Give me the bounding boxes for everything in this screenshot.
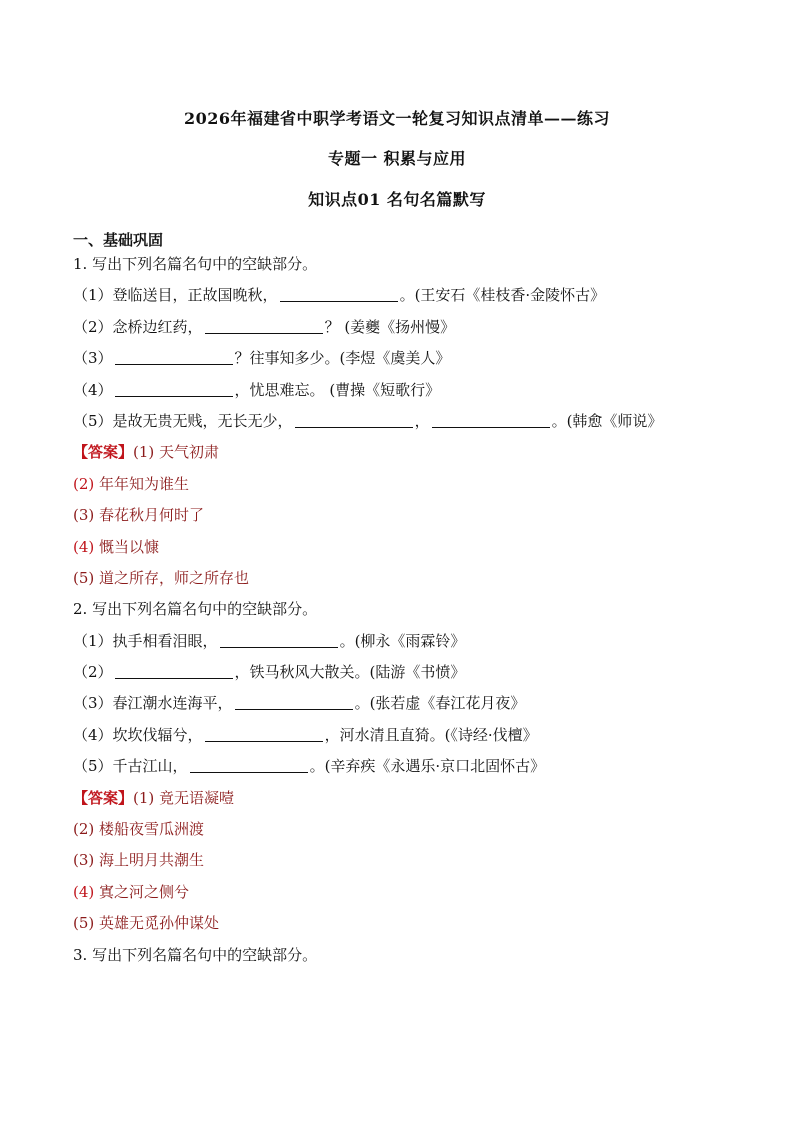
answer-number: (4) — [73, 537, 95, 556]
item-text-after: ，铁马秋风大散关。(陆游《书愤》 — [234, 663, 466, 682]
q1-answer-4 — [73, 537, 723, 568]
q2-item-3 — [73, 693, 723, 724]
q2-answer-3 — [73, 850, 723, 881]
content-body — [73, 230, 723, 976]
item-number: （4） — [73, 725, 113, 744]
q1-answer-5 — [73, 568, 723, 599]
item-number: （3） — [73, 349, 113, 368]
answer-text: 春花秋月何时了 — [99, 506, 205, 525]
q1-answer-2 — [73, 474, 723, 505]
q1-item-5 — [73, 411, 723, 442]
answer-number: (5) — [73, 914, 95, 933]
section-heading: 一、基础巩固 — [73, 231, 164, 249]
item-number: （2） — [73, 663, 113, 682]
item-number: （2） — [73, 317, 113, 336]
question-3-title: 3. 写出下列名篇名句中的空缺部分。 — [73, 945, 318, 964]
item-text-before: 千古江山， — [112, 757, 188, 776]
q2-item-2 — [73, 662, 723, 693]
answer-tag: 【答案】 — [73, 788, 134, 807]
q1-item-2 — [73, 317, 723, 348]
q2-answer-1 — [73, 788, 723, 819]
q1-item-4 — [73, 380, 723, 411]
q1-item-3 — [73, 348, 723, 379]
item-text-after: ，河水清且直猗。(《诗经·伐檀》 — [324, 725, 538, 744]
answer-number: (2) — [73, 820, 95, 839]
fill-blank[interactable] — [190, 757, 308, 773]
answer-text: 天气初肃 — [159, 443, 220, 462]
answer-number: (3) — [73, 851, 95, 870]
answer-number: (1) — [133, 788, 155, 807]
q1-answer-3 — [73, 505, 723, 536]
fill-blank[interactable] — [115, 663, 233, 679]
fill-blank[interactable] — [235, 694, 353, 710]
item-number: （1） — [73, 286, 113, 305]
q2-answer-4 — [73, 882, 723, 913]
item-text-before: 执手相看泪眼， — [112, 631, 218, 650]
item-text-before: 是故无贵无贱，无长无少， — [112, 411, 293, 430]
answer-text: 慨当以慷 — [99, 537, 160, 556]
item-number: （1） — [73, 631, 113, 650]
answer-number: (5) — [73, 568, 95, 587]
q1-answer-1 — [73, 442, 723, 473]
item-text-after: 。(张若虚《春江花月夜》 — [354, 694, 526, 713]
topic-subtitle: 专题一 积累与应用 — [327, 149, 467, 168]
q2-answer-2 — [73, 819, 723, 850]
fill-blank[interactable] — [280, 286, 398, 302]
item-text-before: 坎坎伐辐兮， — [112, 725, 203, 744]
answer-text: 道之所存，师之所存也 — [99, 568, 250, 587]
answer-text: 年年知为谁生 — [99, 474, 190, 493]
item-number: （3） — [73, 694, 113, 713]
answer-text: 楼船夜雪瓜洲渡 — [99, 820, 205, 839]
answer-number: (1) — [133, 443, 155, 462]
answer-text: 英雄无觅孙仲谋处 — [99, 914, 220, 933]
item-text-after: ？ (姜夔《扬州慢》 — [324, 317, 456, 336]
item-text-after: 。(韩愈《师说》 — [551, 411, 663, 430]
q2-answer-5 — [73, 913, 723, 944]
item-number: （5） — [73, 757, 113, 776]
item-text-before: 念桥边红药， — [112, 317, 203, 336]
item-number: （4） — [73, 380, 113, 399]
fill-blank[interactable] — [295, 412, 413, 428]
fill-blank[interactable] — [220, 632, 338, 648]
item-text-after: 。(柳永《雨霖铃》 — [339, 631, 466, 650]
fill-blank[interactable] — [432, 412, 550, 428]
item-number: （5） — [73, 411, 113, 430]
item-text-middle: ， — [414, 411, 430, 430]
answer-text: 海上明月共潮生 — [99, 851, 205, 870]
answer-text: 竟无语凝噎 — [159, 788, 235, 807]
document-title: 2026年福建省中职学考语文一轮复习知识点清单——练习 — [183, 109, 611, 128]
answer-text: 寘之河之侧兮 — [99, 882, 190, 901]
q2-item-4 — [73, 725, 723, 756]
answer-number: (2) — [73, 474, 95, 493]
item-text-before: 春江潮水连海平， — [112, 694, 233, 713]
item-text-after: ？往事知多少。(李煜《虞美人》 — [234, 349, 451, 368]
section-title: 知识点01 名句名篇默写 — [308, 190, 486, 209]
fill-blank[interactable] — [205, 726, 323, 742]
fill-blank[interactable] — [205, 318, 323, 334]
q2-item-1 — [73, 631, 723, 662]
answer-tag: 【答案】 — [73, 443, 134, 462]
item-text-after: 。(王安石《桂枝香·金陵怀古》 — [399, 286, 606, 305]
answer-number: (3) — [73, 506, 95, 525]
fill-blank[interactable] — [115, 381, 233, 397]
q2-item-5 — [73, 756, 723, 787]
fill-blank[interactable] — [115, 349, 233, 365]
item-text-after: ，忧思难忘。 (曹操《短歌行》 — [234, 380, 441, 399]
question-2-title: 2. 写出下列名篇名句中的空缺部分。 — [73, 600, 318, 619]
question-1-title: 1. 写出下列名篇名句中的空缺部分。 — [73, 255, 318, 273]
item-text-before: 登临送目，正故国晚秋， — [112, 286, 278, 305]
q1-item-1 — [73, 285, 723, 316]
answer-number: (4) — [73, 882, 95, 901]
item-text-after: 。(辛弃疾《永遇乐·京口北固怀古》 — [309, 757, 546, 776]
